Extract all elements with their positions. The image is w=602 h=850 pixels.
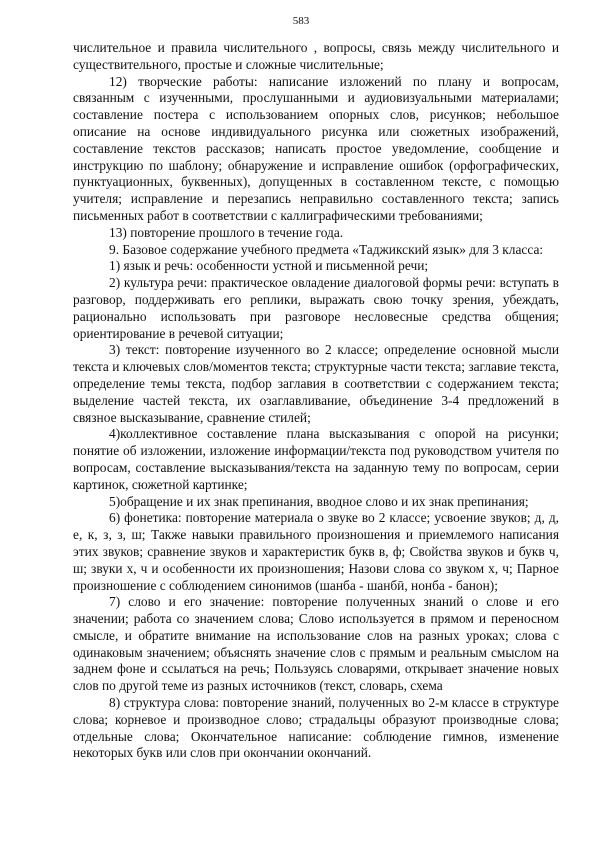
paragraph: 4)коллективное составление плана высказывания с опорой на рисунки; понятие об изложении, изложение информации/текста под руководством учителя по вопросам, составление высказывания/текста на заданную тему по вопросам, серии картинок, сюжетной картинке; [73,426,559,492]
paragraph: 12) творческие работы: написание изложений по плану и вопросам, связанным с изученными, прослушанными и аудиовизуальными материалами; составление постера с использованием опорных слов, рисунков; небольшое описание на основе индивидуального рисунка или сюжетных изображений, составление текстов рассказов; написать простое уведомление, сообщение и инструкцию по шаблону; обнаружение и исправление ошибок (орфографических, пунктуационных, буквенных), допущенных в составленном тексте, с помощью учителя; исправление и перезапись неправильно составленного текста; запись письменных работ в соответствии с каллиграфическими требованиями; [73,73,559,223]
paragraph: 2) культура речи: практическое овладение диалоговой формы речи: вступать в разговор, поддерживать его реплики, выражать свою точку зрения, убеждать, рационально использовать при разговоре несловесные средства общения; ориентирование в речевой ситуации; [73,275,559,341]
paragraph: 8) структура слова: повторение знаний, полученных во 2-м классе в структуре слова; корневое и производное слово; страдальцы образуют производные слова; отдельные слова; Окончательное написание: соблюдение гимнов, изменение некоторых букв или слов при окончании окончаний. [73,695,559,761]
paragraph: числительное и правила числительного , вопросы, связь между числительного и существительного, простые и сложные числительные; [73,40,559,72]
paragraph: 1) язык и речь: особенности устной и письменной речи; [109,258,429,274]
paragraph: 13) повторение прошлого в течение года. [109,224,344,240]
paragraph: 9. Базовое содержание учебного предмета «Таджикский язык» для 3 класса: [109,241,544,257]
document-body [73,40,559,762]
paragraph: 6) фонетика: повторение материала о звуке во 2 классе; усвоение звуков; д, д, е, к, з, з, ш; Также навыки правильного произношения и приемлемого написания этих звуков; сравнение звуков и характеристик букв в, ф; Свойства звуков и букв ч, ш; звуки х, ч и особенности их произношения; Назови слова со звуком х, ч; Парное произношение с соблюдением синонимов (шанба - шанбӣ, нонба - банон); [73,510,559,593]
paragraph: 3) текст: повторение изученного во 2 классе; определение основной мысли текста и ключевых слов/моментов текста; структурные части текста; заглавие текста, определение темы текста, подбор заглавия в соответствии с содержанием текста; выделение частей текста, их озаглавливание, объединение 3-4 предложений в связное высказывание, сравнение стилей; [73,342,559,425]
paragraph: 7) слово и его значение: повторение полученных знаний о слове и его значении; работа со значением слова; Слово используется в прямом и переносном смысле, и обратите внимание на использование слов на разных уроках; слова с одинаковым значением; объяснять значение слов с прямым и реальным смыслом на заднем фоне и ссылаться на речь; Пользуясь словарями, открывает значение новых слов по другой теме из разных источников (текст, словарь, схема [73,594,559,694]
paragraph: 5)обращение и их знак препинания, вводное слово и их знак препинания; [109,493,529,509]
page-number: 583 [292,15,310,27]
